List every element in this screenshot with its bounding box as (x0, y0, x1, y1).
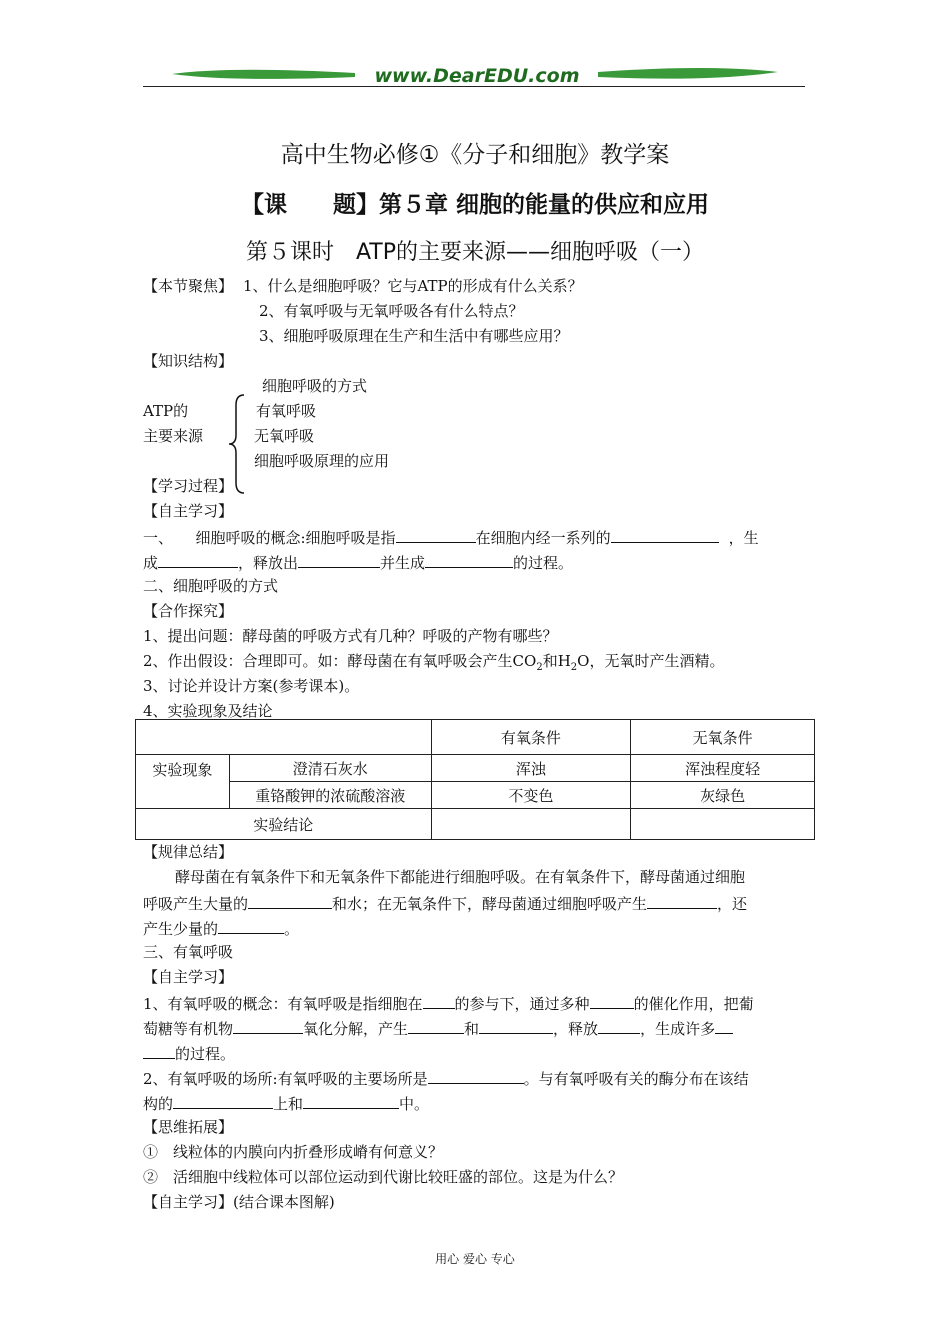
site-logo (170, 62, 780, 88)
concept-text: ，释放出 (238, 554, 299, 572)
fill-blank[interactable] (173, 1092, 273, 1109)
table-cell: 澄清石灰水 (229, 755, 431, 782)
fill-blank[interactable] (590, 992, 634, 1009)
concept-text: 的过程。 (513, 554, 574, 572)
focus-q1: 1、什么是细胞呼吸？它与ATP的形成有什么关系？ (243, 277, 583, 295)
experiment-table (135, 719, 815, 840)
fill-blank[interactable] (715, 1017, 733, 1034)
table-cell-empty[interactable] (431, 809, 631, 840)
table-cell: 不变色 (431, 782, 631, 809)
table-cell: 重铬酸钾的浓硫酸溶液 (229, 782, 431, 809)
section-heading: 二、细胞呼吸的方式 (143, 577, 279, 595)
aerobic-text: 上和 (273, 1095, 304, 1113)
fill-blank[interactable] (425, 551, 513, 568)
fill-blank[interactable] (303, 1092, 399, 1109)
structure-item: 细胞呼吸的方式 (262, 377, 368, 395)
aerobic-text: 1、有氧呼吸的概念：有氧呼吸是指细胞在 (143, 995, 423, 1013)
aerobic-line (143, 992, 754, 1014)
concept-text: 并生成 (380, 554, 426, 572)
chapter-title: 【课 题】第５章 细胞的能量的供应和应用 (240, 192, 709, 218)
concept-text: 在细胞内经一系列的 (475, 529, 611, 547)
fill-blank[interactable] (396, 526, 476, 543)
focus-label: 【本节聚焦】 (143, 277, 234, 295)
fill-blank[interactable] (233, 1017, 303, 1034)
section-heading: 三、有氧呼吸 (143, 943, 234, 961)
explore-step: 4、实验现象及结论 (143, 702, 273, 720)
aerobic-text: ，释放 (553, 1020, 599, 1038)
subscript: 2 (536, 662, 543, 673)
aerobic-text: ，生成许多 (640, 1020, 716, 1038)
structure-item: 有氧呼吸 (256, 402, 317, 420)
fill-blank[interactable] (423, 992, 455, 1009)
fill-blank[interactable] (158, 551, 238, 568)
fill-blank[interactable] (408, 1017, 464, 1034)
structure-label: 【知识结构】 (143, 352, 234, 370)
table-cell: 浑浊 (431, 755, 631, 782)
explore-step: 3、讨论并设计方案(参考课本)。 (143, 677, 360, 695)
lesson-title: 第５课时 ATP的主要来源——细胞呼吸（一） (245, 240, 705, 265)
structure-item: 细胞呼吸原理的应用 (254, 452, 390, 470)
aerobic-text: 。与有氧呼吸有关的酶分布在该结 (523, 1070, 749, 1088)
rule-text: 和水；在无氧条件下，酵母菌通过细胞呼吸产生 (332, 895, 648, 913)
table-cell: 浑浊程度轻 (631, 755, 815, 782)
think-label: 【思维拓展】 (143, 1118, 234, 1136)
fill-blank[interactable] (428, 1067, 524, 1084)
rule-text: 呼吸产生大量的 (143, 895, 249, 913)
think-question: ① 线粒体的内膜向内折叠形成嵴有何意义？ (143, 1143, 444, 1161)
table-row (136, 809, 815, 840)
fill-blank[interactable] (598, 1017, 640, 1034)
explore-text: 和H (542, 652, 571, 670)
fill-blank[interactable] (479, 1017, 553, 1034)
table-row (136, 782, 815, 809)
fill-blank[interactable] (611, 526, 719, 543)
concept-text: ，生 (728, 529, 759, 547)
concept-text: 成 (143, 554, 159, 572)
structure-root: ATP的 (143, 402, 189, 420)
rule-text: 产生少量的 (143, 920, 219, 938)
subscript: 2 (570, 662, 578, 673)
aerobic-text: 的参与下，通过多种 (454, 995, 590, 1013)
aerobic-text: 中。 (399, 1095, 430, 1113)
fill-blank[interactable] (647, 892, 717, 909)
aerobic-line (143, 1017, 733, 1039)
table-cell-empty (136, 720, 432, 755)
focus-q3: 3、细胞呼吸原理在生产和生活中有哪些应用？ (259, 327, 569, 345)
fill-blank[interactable] (143, 1042, 175, 1059)
aerobic-text: 2、有氧呼吸的场所:有氧呼吸的主要场所是 (143, 1070, 428, 1088)
table-row (136, 720, 815, 755)
table-row (136, 755, 815, 782)
aerobic-line (143, 1092, 429, 1114)
aerobic-text: 萄糖等有机物 (143, 1020, 234, 1038)
rule-text: 。 (284, 920, 300, 938)
rule-text: ，还 (717, 895, 748, 913)
header-rule (143, 86, 805, 87)
aerobic-text: 构的 (143, 1095, 174, 1113)
focus-q2: 2、有氧呼吸与无氧呼吸各有什么特点？ (259, 302, 524, 320)
aerobic-text: 和 (464, 1020, 480, 1038)
table-cell-empty[interactable] (631, 809, 815, 840)
aerobic-line (143, 1067, 749, 1089)
footer: 用心 爱心 专心 (435, 1252, 515, 1266)
coop-label: 【合作探究】 (143, 602, 234, 620)
table-header: 无氧条件 (631, 720, 815, 755)
site-logo-text: www.DearEDU.com (374, 65, 580, 87)
aerobic-line (143, 1042, 235, 1064)
self-study-label: 【自主学习】 (143, 968, 234, 986)
self-study-label: 【自主学习】 (143, 502, 234, 520)
explore-step: 1、提出问题：酵母菌的呼吸方式有几种？呼吸的产物有哪些？ (143, 627, 558, 645)
explore-step (143, 651, 724, 678)
self-study-label: 【自主学习】(结合课本图解) (143, 1193, 335, 1211)
concept-line2 (143, 551, 573, 573)
doc-title: 高中生物必修①《分子和细胞》教学案 (280, 142, 670, 168)
rule-line: 酵母菌在有氧条件下和无氧条件下都能进行细胞呼吸。在有氧条件下，酵母菌通过细胞 (175, 868, 746, 886)
think-question: ② 活细胞中线粒体可以部位运动到代谢比较旺盛的部位。这是为什么？ (143, 1168, 624, 1186)
fill-blank[interactable] (298, 551, 380, 568)
table-header: 有氧条件 (431, 720, 631, 755)
explore-text: 2、作出假设：合理即可。如：酵母菌在有氧呼吸会产生CO (143, 652, 537, 670)
table-cell: 灰绿色 (631, 782, 815, 809)
aerobic-text: 的催化作用，把葡 (633, 995, 754, 1013)
rule-line (143, 892, 747, 914)
structure-item: 无氧呼吸 (254, 427, 315, 445)
rule-label: 【规律总结】 (143, 843, 234, 861)
table-row-header: 实验结论 (136, 809, 432, 840)
process-label: 【学习过程】 (143, 477, 234, 495)
concept-text: 一、 细胞呼吸的概念:细胞呼吸是指 (143, 529, 396, 547)
explore-text: O，无氧时产生酒精。 (577, 652, 725, 670)
fill-blank[interactable] (218, 917, 284, 934)
structure-root: 主要来源 (143, 427, 204, 445)
rule-line (143, 917, 299, 939)
fill-blank[interactable] (248, 892, 332, 909)
aerobic-text: 的过程。 (175, 1045, 236, 1063)
concept-line1 (143, 526, 759, 548)
aerobic-text: 氧化分解，产生 (303, 1020, 409, 1038)
table-row-header: 实验现象 (136, 755, 230, 809)
